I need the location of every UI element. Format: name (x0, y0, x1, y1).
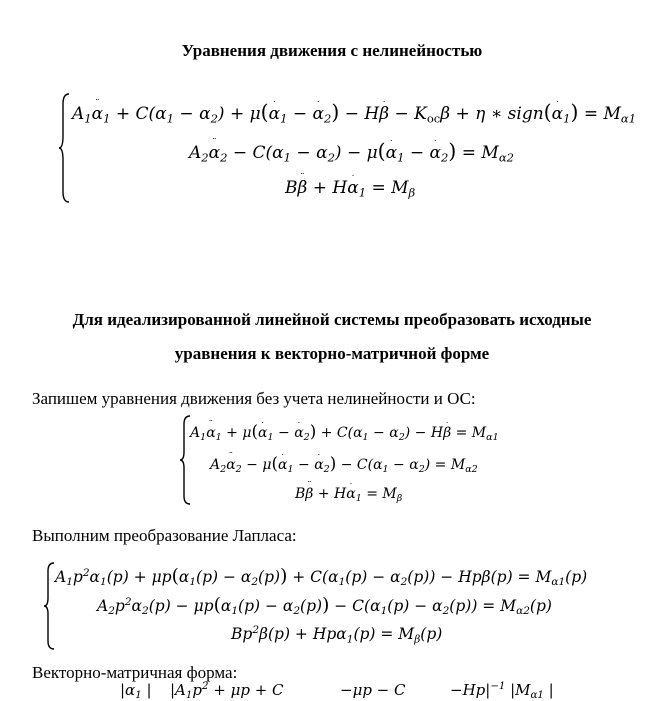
system3-eq2: $A_2p^2\alpha_2(p) - \mu p(\alpha_1(p) - \alpha_2(p)) - C(\alpha_1(p) - \alpha_2(p)) = M_{\alpha 2}(p)$ (97, 595, 552, 618)
system3-eq3: $Bp^2\beta(p) + Hp\alpha_1(p) = M_\beta(p)$ (231, 624, 443, 646)
system3-eq1: $A_1p^2\alpha_1(p) + \mu p(\alpha_1(p) - \alpha_2(p)) + C(\alpha_1(p) - \alpha_2(p)) - Hp\beta(p) = M_{\alpha 1}(p)$ (55, 566, 588, 589)
paragraph-vector-matrix: Векторно-матричная форма: (32, 663, 238, 682)
system2-eq2: $A_2\alpha$ $¨_2 - \mu(\alpha$ $˙_1 - \alpha$ $˙_2) - C(\alpha_1 - \alpha_2) = M_{\alpha 2}$ (210, 453, 478, 475)
paragraph-without-nonlinearity: Запишем уравнения движения без учета нелинейности и ОС: (32, 389, 476, 408)
section-title-linear-2: уравнения к векторно-матричной форме (174, 344, 490, 363)
system2-eq1: $A_1\alpha$ $¨_1 + \mu(\alpha$ $˙_1 - \alpha$ $˙_2) + C(\alpha_1 - \alpha_2) - H\beta$ ˙ = $M_{\alpha 1}$ (190, 421, 499, 443)
section-title-linear-1: Для идеализированной линейной системы преобразовать исходные (72, 310, 592, 329)
section-title-nonlinear: Уравнения движения с нелинейностью (181, 41, 483, 60)
system1-eq1: $A_1\alpha$ $¨_1 + C(\alpha_1 - \alpha_2) + \mu(\alpha$ $˙_1 - \alpha$ $˙_2) - H\beta$ ˙ − $K_{ос}\beta + \eta$ ∗ sign(α $˙_1) = M_{\alpha 1}$ (72, 100, 636, 125)
system1-eq3: Bβ ¨ + Hα $˙_1 = M_\beta$ (285, 178, 415, 199)
document-page: Уравнения движения с нелинейностью $A_1\alpha$ $¨_1 + C(\alpha_1 - \alpha_2) + \mu(\alpha$ $˙_1 - \alpha$ $˙_2) - H\beta$ ˙ − $K_{ос}\beta + \eta$ ∗ sign(α $˙_1) = M_{\alpha 1}$ $A_2\alpha$ $¨_2 - C(\alpha_1 - \alpha_2) - \mu(\alpha$ $˙_1 - \alpha$ $˙_2) = M_{\alpha 2}$ Bβ ¨ + Hα $˙_1 = M_\beta$ Для идеализированной линейной системы преобразовать исходные уравнения к векторно-матричной форме Запишем уравнения движения без учета нелинейности и ОС: $A_1\alpha$ $¨_1 + \mu(\alpha$ $˙_1 - \alpha$ $˙_2) + C(\alpha_1 - \alpha_2) - H\beta$ ˙ = $M_{\alpha 1}$ $A_2\alpha$ $¨_2 - \mu(\alpha$ $˙_1 - \alpha$ $˙_2) - C(\alpha_1 - \alpha_2) = M_{\alpha 2}$ Bβ ¨ + Hα $˙_1 = M_\beta$ Выполним преобразование Лапласа: $A_1p^2\alpha_1(p) + \mu p(\alpha_1(p) - \alpha_2(p)) + C(\alpha_1(p) - \alpha_2(p)) - Hp\beta(p) = M_{\alpha 1}(p)$ $A_2p^2\alpha_2(p) - \mu p(\alpha_1(p) - \alpha_2(p)) - C(\alpha_1(p) - \alpha_2(p)) = M_{\alpha 2}(p)$ $Bp^2\beta(p) + Hp\alpha_1(p) = M_\beta(p)$ Векторно-матричная форма: $|\alpha_1$ | $|A_1p^2 + \mu p + C$ −μp − C $-Hp|^{-1}$ $|M_{\alpha 1}$ | (0, 0, 664, 699)
system1-brace (59, 92, 71, 204)
system1-eq2: $A_2\alpha$ $¨_2 - C(\alpha_1 - \alpha_2) - \mu(\alpha$ $˙_1 - \alpha$ $˙_2) = M_{\alpha 2}$ (189, 139, 514, 164)
paragraph-laplace: Выполним преобразование Лапласа: (32, 526, 297, 545)
system2-eq3: Bβ ¨ + Hα $˙_1 = M_\beta$ (295, 486, 402, 504)
